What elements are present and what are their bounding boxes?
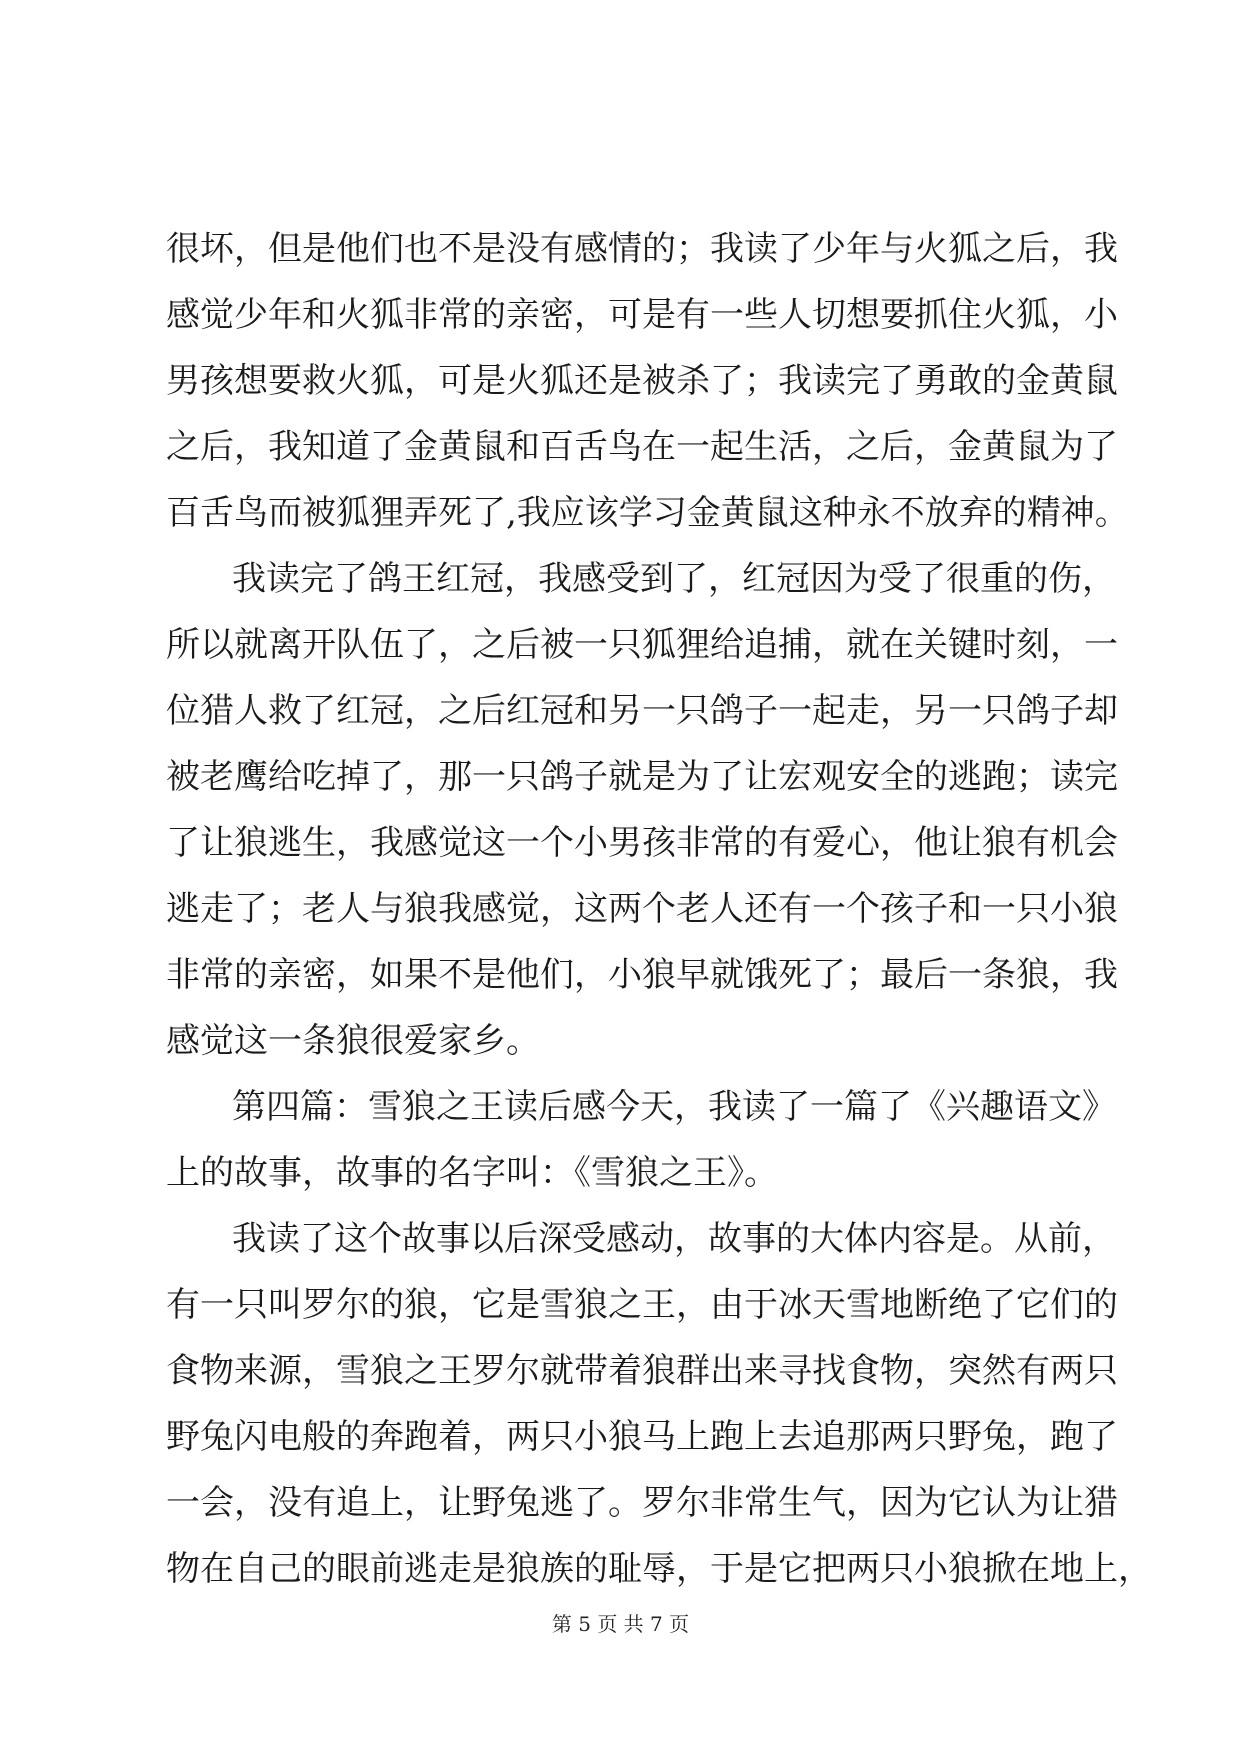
text-line: 很坏，但是他们也不是没有感情的；我读了少年与火狐之后，我 [166,229,1118,269]
text-line: 有一只叫罗尔的狼，它是雪狼之王，由于冰天雪地断绝了它们的 [166,1285,1118,1325]
text-line: 百舌鸟而被狐狸弄死了,我应该学习金黄鼠这种永不放弃的精神。 [166,493,1129,533]
text-line: 野兔闪电般的奔跑着，两只小狼马上跑上去追那两只野兔，跑了 [166,1417,1118,1457]
text-line: 一会，没有追上，让野兔逃了。罗尔非常生气，因为它认为让猎 [166,1483,1118,1523]
text-line: 男孩想要救火狐，可是火狐还是被杀了；我读完了勇敢的金黄鼠 [166,361,1118,401]
text-line: 位猎人救了红冠，之后红冠和另一只鸽子一起走，另一只鸽子却 [166,691,1118,731]
text-line: 非常的亲密，如果不是他们，小狼早就饿死了；最后一条狼，我 [166,955,1118,995]
text-line: 物在自己的眼前逃走是狼族的耻辱，于是它把两只小狼掀在地上， [166,1549,1152,1589]
text-line: 之后，我知道了金黄鼠和百舌鸟在一起生活，之后，金黄鼠为了 [166,427,1118,467]
text-line: 感觉少年和火狐非常的亲密，可是有一些人切想要抓住火狐，小 [166,295,1118,335]
text-line: 了让狼逃生，我感觉这一个小男孩非常的有爱心，他让狼有机会 [166,823,1118,863]
text-line: 逃走了；老人与狼我感觉，这两个老人还有一个孩子和一只小狼 [166,889,1118,929]
text-line: 被老鹰给吃掉了，那一只鸽子就是为了让宏观安全的逃跑；读完 [166,757,1118,797]
text-line: 我读完了鸽王红冠，我感受到了，红冠因为受了很重的伤， [232,559,1116,599]
text-line: 第四篇：雪狼之王读后感今天，我读了一篇了《兴趣语文》 [232,1087,1116,1127]
text-line: 我读了这个故事以后深受感动，故事的大体内容是。从前， [232,1219,1116,1259]
text-line: 所以就离开队伍了，之后被一只狐狸给追捕，就在关键时刻，一 [166,625,1118,665]
page-number-footer: 第 5 页 共 7 页 [551,1612,690,1636]
text-line: 上的故事，故事的名字叫：《雪狼之王》。 [166,1153,778,1193]
text-line: 食物来源，雪狼之王罗尔就带着狼群出来寻找食物，突然有两只 [166,1351,1118,1391]
text-line: 感觉这一条狼很爱家乡。 [166,1021,540,1061]
